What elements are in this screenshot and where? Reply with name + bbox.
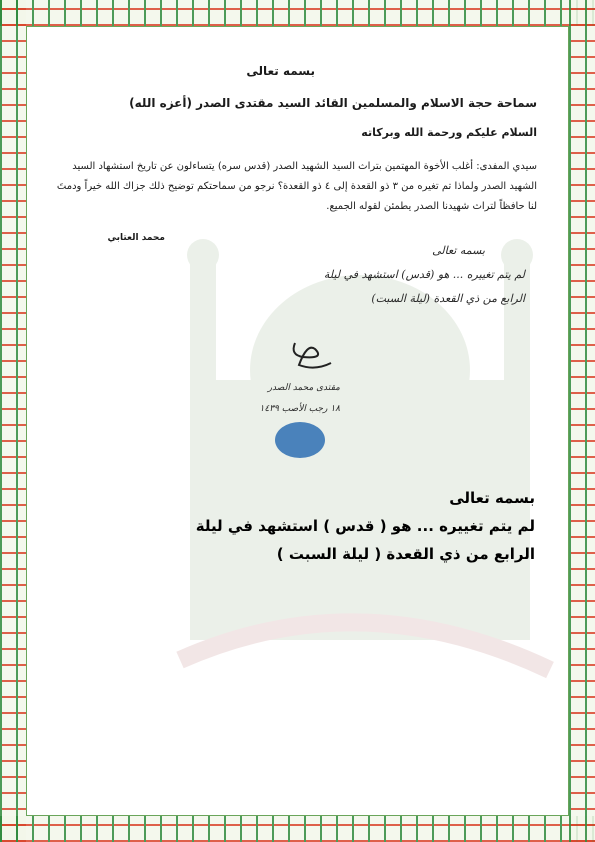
page-content-area [26, 26, 569, 816]
handwritten-date: ١٨ رجب الأصب ١٤٣٩ [259, 404, 340, 414]
letter-greeting: السلام عليكم ورحمة الله وبركاته [361, 126, 537, 139]
typed-answer-line-2: الرابع من ذي القعدة ( ليلة السبت ) [276, 545, 535, 563]
decorative-border-bottom [0, 816, 595, 842]
handwritten-bismillah: بسمه تعالى [432, 244, 485, 257]
letter-body: سيدي المفدى: أغلب الأخوة المهتمين بتراث السيد الشهيد الصدر (قدس سره) يتساءلون عن تاريخ استشهاد السيد الشهيد الصدر ولماذا تم تغيره من ٣ ذو القعدة إلى ٤ ذو القعدة؟ نرجو من سماحتكم توضيح ذلك جزاك الله خيراً ودمتَ لنا حافظاً لتراث شهيدنا الصدر يطمئن لقوله الجميع. [56, 161, 537, 212]
handwritten-answer-line-1: لم يتم تغييره ... هو (قدس) استشهد في ليلة [323, 268, 525, 281]
decorative-border-top [0, 0, 595, 26]
letter-signature: محمد العتابي [107, 233, 165, 243]
seal-stamp-icon [275, 422, 325, 458]
letter-title: سماحة حجة الاسلام والمسلمين القائد السيد مقتدى الصدر (أعزه الله) [129, 96, 537, 110]
signature-scribble-icon [285, 335, 335, 375]
handwritten-answer-line-2: الرابع من ذي القعدة (ليلة السبت) [371, 292, 525, 305]
decorative-border-left [0, 0, 26, 842]
decorative-border-right [569, 0, 595, 842]
letter-bismillah: بسمه تعالى [246, 64, 315, 78]
typed-bismillah: بسمه تعالى [449, 489, 535, 507]
handwritten-signer-name: مقتدى محمد الصدر [267, 383, 340, 393]
typed-answer-line-1: لم يتم تغييره ... هو ( قدس ) استشهد في ليلة [195, 517, 535, 535]
